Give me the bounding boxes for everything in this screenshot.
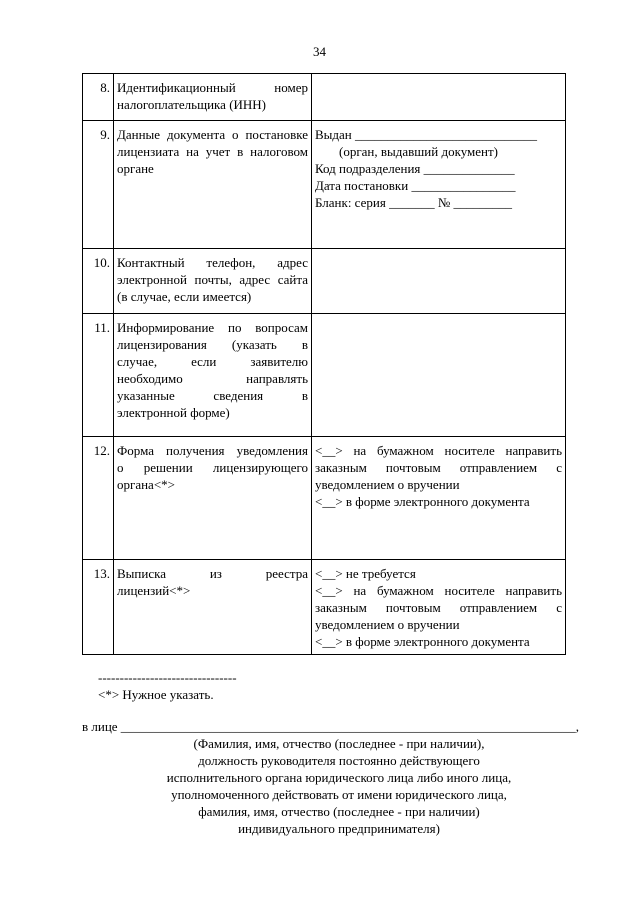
label-line: налогоплательщика (ИНН) [117, 97, 267, 112]
registry-extract-cell [312, 560, 566, 655]
table-row [83, 314, 566, 437]
page-number: 34 [313, 44, 326, 59]
table-row [83, 437, 566, 560]
label-line: о решении лицензирующего [117, 460, 308, 475]
option-paper: <__> на бумажном носителе направить [315, 583, 562, 598]
label-line: Форма получения уведомления [117, 443, 308, 458]
label-line: органе [117, 161, 154, 176]
row-number: 11. [83, 314, 114, 437]
option-paper: <__> на бумажном носителе направить [315, 443, 562, 458]
option-electronic: <__> в форме электронного документа [315, 494, 530, 509]
row-number: 10. [83, 249, 114, 314]
row-label [114, 560, 312, 655]
label-line: Данные документа о постановке [117, 127, 308, 142]
row-label [114, 437, 312, 560]
inn-value-cell [312, 74, 566, 121]
division-code-line: Код подразделения ______________ [315, 161, 515, 176]
label-line: органа<*> [117, 477, 175, 492]
option-electronic: <__> в форме электронного документа [315, 634, 530, 649]
label-line: лицензирования (указать в [117, 337, 308, 352]
caption-line: (Фамилия, имя, отчество (последнее - при наличии), [193, 736, 485, 751]
label-line: Идентификационный номер [117, 80, 308, 95]
caption-line: должность руководителя постоянно действующего [198, 753, 480, 768]
representative-caption [82, 735, 596, 837]
license-data-table [82, 73, 566, 655]
label-line: электронной почты, адрес сайта [117, 272, 308, 287]
table-row [83, 74, 566, 121]
label-line: Выписка из реестра [117, 566, 308, 581]
row-number: 12. [83, 437, 114, 560]
table-row [83, 560, 566, 655]
option-paper-cont: уведомлением о вручении [315, 617, 460, 632]
caption-line: исполнительного органа юридического лица либо иного лица, [166, 770, 512, 785]
label-line: лицензиата на учет в налоговом [117, 144, 308, 159]
caption-line: фамилия, имя, отчество (последнее - при наличии) [198, 804, 480, 819]
row-label [114, 121, 312, 249]
option-not-required: <__> не требуется [315, 566, 416, 581]
caption-line: индивидуального предпринимателя) [238, 821, 440, 836]
label-line: необходимо направлять [117, 371, 308, 386]
footnote-separator: -------------------------------- [98, 670, 237, 685]
row-label [114, 314, 312, 437]
form-series-line: Бланк: серия _______ № _________ [315, 195, 512, 210]
label-line: лицензий<*> [117, 583, 191, 598]
label-line: указанные сведения в [117, 388, 308, 403]
row-label [114, 74, 312, 121]
caption-line: уполномоченного действовать от имени юридического лица, [171, 787, 507, 802]
tax-registration-cell [312, 121, 566, 249]
table-row [83, 249, 566, 314]
row-number: 8. [83, 74, 114, 121]
informing-value-cell [312, 314, 566, 437]
representative-line: в лице ______________________________________________________________________, [82, 719, 580, 734]
issued-by-line: Выдан ____________________________ [315, 127, 537, 142]
option-paper-cont: заказным почтовым отправлением с [315, 600, 562, 615]
label-line: (в случае, если имеется) [117, 289, 252, 304]
notification-form-cell [312, 437, 566, 560]
issuer-hint: (орган, выдавший документ) [339, 144, 498, 159]
label-line: Информирование по вопросам [117, 320, 308, 335]
contacts-value-cell [312, 249, 566, 314]
label-line: случае, если заявителю [117, 354, 308, 369]
row-label [114, 249, 312, 314]
option-paper-cont: уведомлением о вручении [315, 477, 460, 492]
label-line: Контактный телефон, адрес [117, 255, 308, 270]
option-paper-cont: заказным почтовым отправлением с [315, 460, 562, 475]
row-number: 9. [83, 121, 114, 249]
table-row [83, 121, 566, 249]
footnote-text: <*> Нужное указать. [98, 687, 214, 702]
label-line: электронной форме) [117, 405, 230, 420]
row-number: 13. [83, 560, 114, 655]
registration-date-line: Дата постановки ________________ [315, 178, 516, 193]
